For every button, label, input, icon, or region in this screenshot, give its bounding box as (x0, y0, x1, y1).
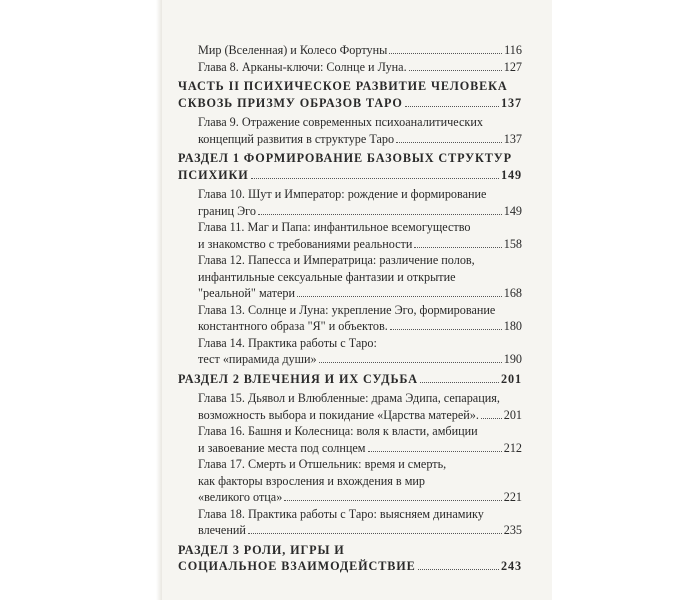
toc-section-entry (178, 150, 522, 183)
toc-section-entry (178, 542, 522, 575)
toc-entry-title-line: Глава 12. Папесса и Императрица: различение полов, (198, 253, 475, 267)
toc-chapter-entry (178, 42, 522, 59)
dot-leader (390, 329, 502, 330)
toc-entry-title-line: константного образа "Я" и объектов. (198, 319, 388, 333)
toc-entry-title-line: Глава 18. Практика работы с Таро: выясняем динамику (198, 506, 484, 521)
toc-entry-title-line: инфантильные сексуальные фантазии и открытие (198, 269, 456, 284)
toc-page-number: 212 (503, 440, 522, 455)
dot-leader (409, 70, 502, 71)
dot-leader (396, 142, 502, 143)
toc-entry-title-line: РАЗДЕЛ 2 ВЛЕЧЕНИЯ И ИХ СУДЬБА (178, 371, 418, 386)
toc-entry-title-line: и завоевание места под солнцем (198, 440, 366, 455)
toc-chapter-entry (178, 506, 522, 539)
toc-section-entry (178, 78, 522, 111)
toc-page-number: 201 (503, 407, 522, 422)
toc-chapter-entry (178, 219, 522, 252)
table-of-contents (178, 42, 522, 578)
toc-entry-title-line: Глава 8. Арканы-ключи: Солнце и Луна. (198, 59, 407, 74)
toc-entry-title-line: и знакомство с требованиями реальности (198, 236, 413, 251)
toc-entry-title-line: границ Эго (198, 203, 256, 218)
toc-chapter-entry (178, 302, 522, 335)
toc-page-number: 116 (504, 43, 522, 57)
toc-page-number: 243 (501, 559, 522, 573)
toc-entry-title-line: Глава 10. Шут и Император: рождение и формирование (198, 187, 487, 201)
toc-chapter-entry (178, 423, 522, 456)
toc-entry-title-line: тест «пирамида души» (198, 352, 317, 366)
toc-page-number: 221 (503, 490, 522, 504)
toc-page-number: 168 (503, 286, 522, 300)
toc-entry-title-line: концепций развития в структуре Таро (198, 131, 395, 146)
toc-entry-title-line: Глава 13. Солнце и Луна: укрепление Эго, формирование (198, 302, 496, 317)
toc-entry-title-line: Глава 14. Практика работы с Таро: (198, 335, 377, 350)
dot-leader (420, 382, 499, 383)
toc-page-number: 190 (503, 352, 522, 366)
dot-leader (251, 178, 499, 179)
dot-leader (389, 53, 502, 54)
toc-entry-title-line: СОЦИАЛЬНОЕ ВЗАИМОДЕЙСТВИЕ (178, 559, 416, 573)
toc-chapter-entry (178, 390, 522, 423)
toc-chapter-entry (178, 59, 522, 76)
dot-leader (258, 214, 502, 215)
dot-leader (284, 500, 501, 501)
dot-leader (481, 418, 502, 419)
toc-chapter-entry (178, 456, 522, 506)
toc-entry-title-line: ПСИХИКИ (178, 167, 249, 182)
toc-entry-title-line: Глава 11. Маг и Папа: инфантильное всемогущество (198, 220, 471, 234)
dot-leader (414, 247, 501, 248)
toc-entry-title-line: влечений (198, 523, 246, 537)
toc-page-number: 201 (501, 371, 522, 386)
toc-chapter-entry (178, 186, 522, 219)
toc-chapter-entry (178, 335, 522, 368)
dot-leader (319, 362, 502, 363)
toc-page-number: 180 (503, 319, 522, 333)
toc-page-number: 235 (503, 523, 522, 537)
toc-entry-title-line: СКВОЗЬ ПРИЗМУ ОБРАЗОВ ТАРО (178, 95, 403, 110)
toc-entry-title-line: как факторы взросления и вхождения в мир (198, 473, 426, 488)
toc-page-number: 149 (501, 167, 522, 182)
toc-entry-title-line: "реальной" матери (198, 286, 296, 300)
toc-page-number: 137 (501, 95, 522, 110)
toc-entry-title-line: Глава 16. Башня и Колесница: воля к власти, амбиции (198, 424, 478, 438)
toc-page-number: 158 (503, 236, 522, 251)
toc-entry-title-line: Глава 15. Дьявол и Влюбленные: драма Эдипа, сепарация, (198, 391, 500, 405)
toc-entry-title-line: Мир (Вселенная) и Колесо Фортуны (198, 43, 388, 57)
toc-entry-title-line: Глава 17. Смерть и Отшельник: время и смерть, (198, 457, 447, 471)
toc-entry-title-line: ЧАСТЬ II ПСИХИЧЕСКОЕ РАЗВИТИЕ ЧЕЛОВЕКА (178, 79, 508, 93)
toc-entry-title-line: РАЗДЕЛ 1 ФОРМИРОВАНИЕ БАЗОВЫХ СТРУКТУР (178, 151, 512, 165)
toc-section-entry (178, 371, 522, 388)
toc-entry-title-line: РАЗДЕЛ 3 РОЛИ, ИГРЫ И (178, 542, 345, 557)
toc-chapter-entry (178, 252, 522, 302)
toc-entry-title-line: Глава 9. Отражение современных психоаналитических (198, 115, 483, 129)
dot-leader (368, 451, 502, 452)
dot-leader (405, 106, 499, 107)
dot-leader (248, 533, 502, 534)
toc-chapter-entry (178, 114, 522, 147)
toc-entry-title-line: «великого отца» (198, 490, 283, 504)
dot-leader (297, 296, 502, 297)
toc-page-number: 137 (503, 131, 522, 146)
toc-page-number: 149 (503, 203, 522, 218)
dot-leader (418, 569, 499, 570)
toc-entry-title-line: возможность выбора и покидание «Царства матерей». (198, 407, 479, 422)
toc-page-number: 127 (503, 59, 522, 74)
